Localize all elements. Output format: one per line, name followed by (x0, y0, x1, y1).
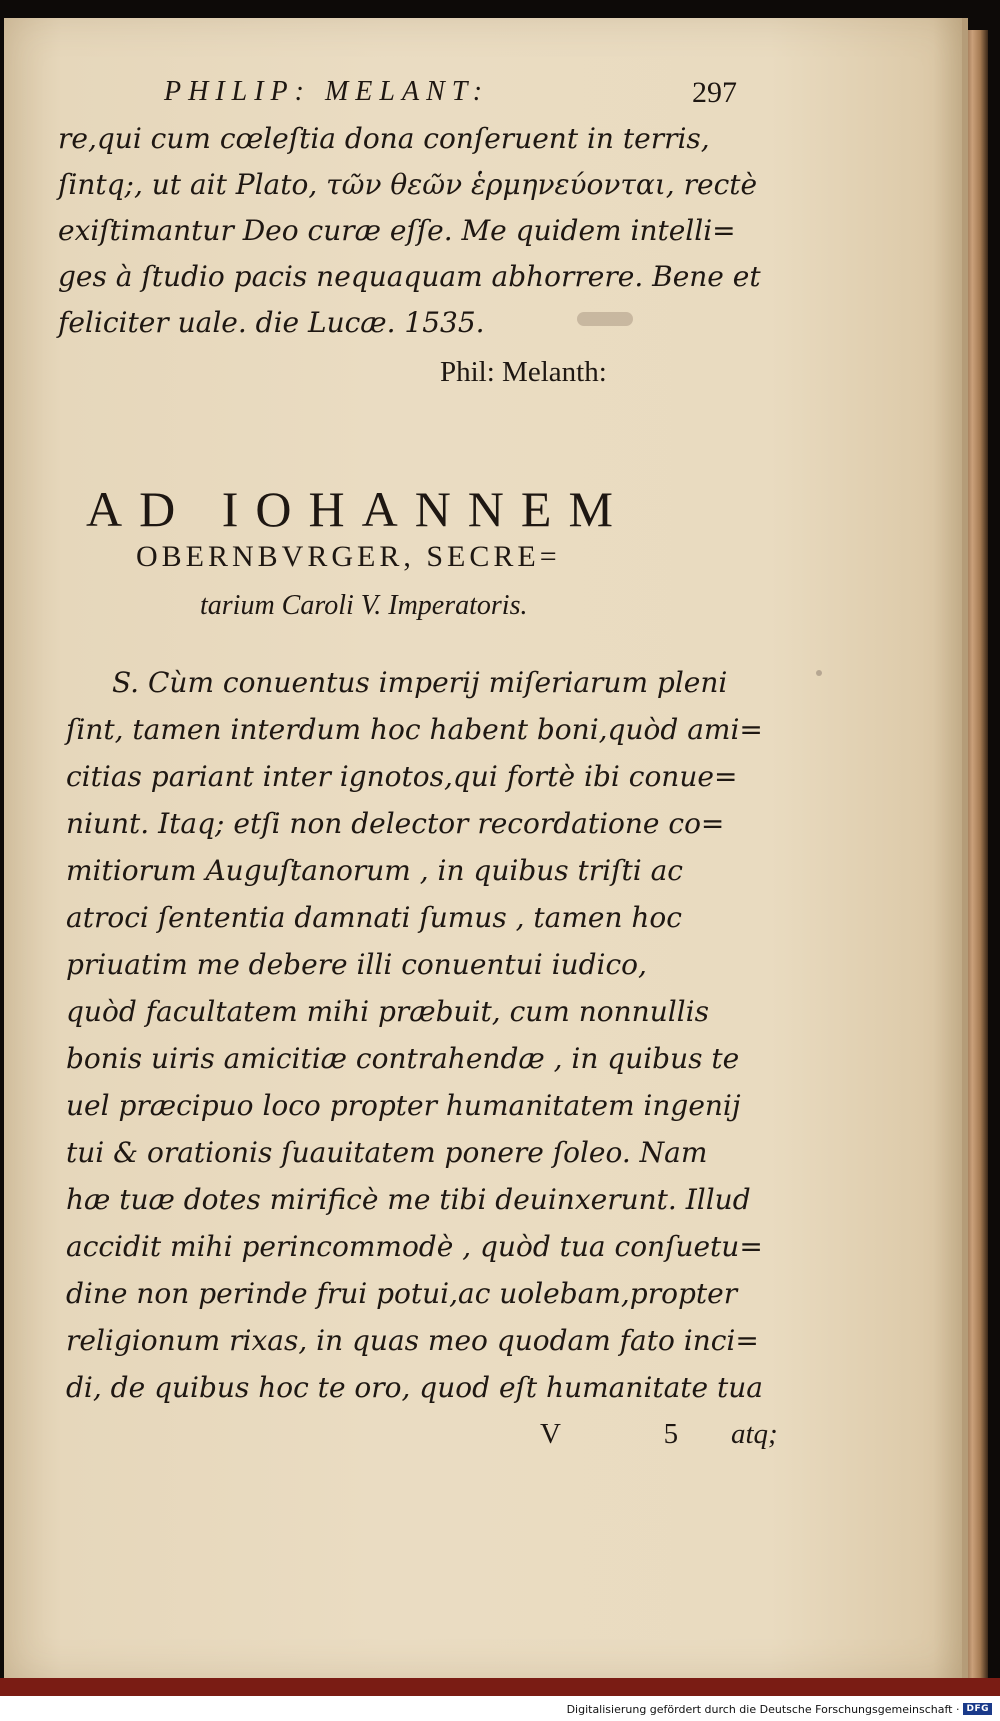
letter-line: tui & orationis ſuauitatem ponere ſoleo. Nam (66, 1136, 708, 1169)
letter-line: bonis uiris amicitiæ contrahendæ , in quibus te (66, 1042, 740, 1075)
signature-marks: V 5 (540, 1418, 727, 1450)
digitization-footer (567, 1700, 992, 1718)
letter-line: quòd facultatem mihi præbuit, cum nonnullis (66, 995, 709, 1028)
running-head: PHILIP: MELANT: (164, 76, 490, 107)
letter-line: dine non perinde frui potui,ac uolebam,propter (66, 1277, 738, 1310)
catchword: atq; (731, 1418, 778, 1450)
letter-subheading: OBERNBVRGER, SECRE= (136, 540, 561, 573)
prev-letter-line: exiſtimantur Deo curæ eſſe. Me quidem intelli= (58, 214, 736, 247)
letter-line: ſint, tamen interdum hoc habent boni,quòd ami= (66, 713, 763, 746)
letter-line: di, de quibus hoc te oro, quod eſt humanitate tua (66, 1371, 763, 1404)
signature: Phil: Melanth: (440, 356, 607, 388)
footer-text: Digitalisierung gefördert durch die Deutsche Forschungsgemeinschaft · (566, 1702, 960, 1716)
dfg-logo: DFG (963, 1703, 992, 1715)
page-number: 297 (692, 76, 737, 109)
letter-line: uel præcipuo loco propter humanitatem ingenij (66, 1089, 741, 1122)
letter-heading: AD IOHANNEM (86, 481, 630, 537)
book-page (4, 18, 968, 1678)
prev-letter-line: re,qui cum cœleſtia dona conſeruent in terris, (58, 122, 710, 155)
letter-line: priuatim me debere illi conuentui iudico, (66, 948, 647, 981)
bottom-band (0, 1678, 1000, 1696)
letter-line: atroci ſententia damnati ſumus , tamen hoc (66, 901, 682, 934)
letter-line: religionum rixas, in quas meo quodam fato inci= (66, 1324, 759, 1357)
prev-letter-line: feliciter uale. die Lucæ. 1535. (58, 306, 485, 339)
letter-line: niunt. Itaq; etſi non delector recordatione co= (66, 807, 725, 840)
prev-letter-line: ges à ſtudio pacis nequaquam abhorrere. Bene et (58, 260, 761, 293)
letter-subheading-continued: tarium Caroli V. Imperatoris. (200, 590, 528, 621)
letter-line: S. Cùm conuentus imperij miſeriarum pleni (112, 666, 728, 699)
letter-line: accidit mihi perincommodè , quòd tua conſuetu= (66, 1230, 763, 1263)
prev-letter-line: ſintq;, ut ait Plato, τῶν θεῶν ἑρμηνεύονται, rectè (58, 168, 758, 201)
letter-line: mitiorum Auguſtanorum , in quibus triſti ac (66, 854, 683, 887)
letter-line: citias pariant inter ignotos,qui fortè ibi conue= (66, 760, 738, 793)
ink-stain (577, 312, 633, 326)
letter-line: hæ tuæ dotes mirificè me tibi deuinxerunt. Illud (66, 1183, 751, 1216)
